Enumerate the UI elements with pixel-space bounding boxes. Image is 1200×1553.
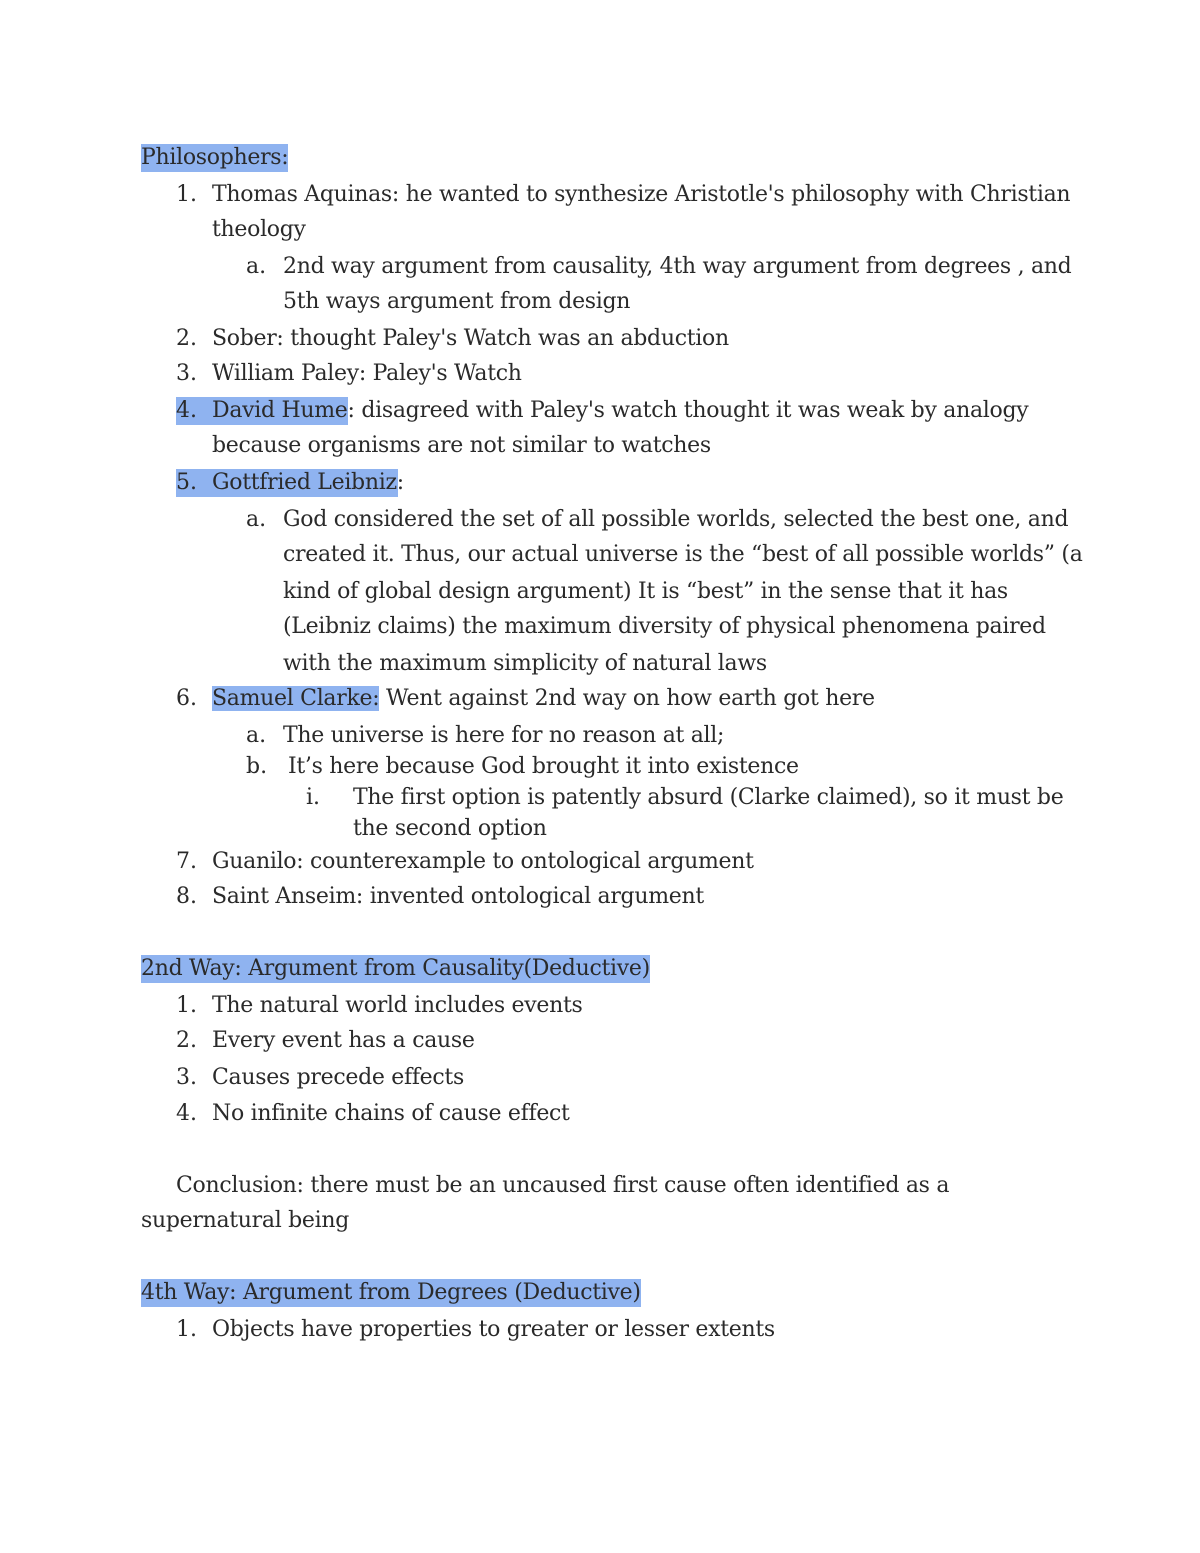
list-marker: 4.: [176, 1101, 197, 1126]
list-marker: 7.: [176, 849, 197, 874]
list-item-text: [212, 397, 1028, 425]
sublist-item-text: 2nd way argument from causality, 4th way argument from degrees , and: [283, 254, 1072, 279]
philosopher-name-highlighted: Samuel Clarke:: [212, 686, 380, 711]
subsublist-item-text: the second option: [353, 816, 547, 841]
list-item-text: Guanilo: counterexample to ontological argument: [212, 849, 754, 874]
list-marker: 3.: [176, 361, 197, 386]
fourth-way-heading: 4th Way: Argument from Degrees (Deductive): [141, 1280, 641, 1305]
list-item-text: Saint Anseim: invented ontological argument: [212, 884, 704, 909]
conclusion-text: supernatural being: [141, 1208, 350, 1233]
list-marker: 2.: [176, 326, 197, 351]
list-marker: 5.: [176, 470, 197, 495]
list-item-text: theology: [212, 217, 306, 242]
list-item-text: Objects have properties to greater or lesser extents: [212, 1317, 775, 1342]
list-marker: 4.: [176, 398, 197, 423]
subsublist-item-text: The first option is patently absurd (Clarke claimed), so it must be: [353, 785, 1064, 810]
list-item-text: Sober: thought Paley's Watch was an abduction: [212, 326, 729, 351]
list-marker: 8.: [176, 884, 197, 909]
list-marker: 1.: [176, 1317, 197, 1342]
list-marker: 2.: [176, 1028, 197, 1053]
sublist-marker: a.: [246, 507, 267, 532]
sublist-marker: a.: [246, 254, 267, 279]
list-item-text: [212, 685, 875, 713]
sublist-item-text: God considered the set of all possible worlds, selected the best one, and: [283, 507, 1069, 532]
philosophers-heading: Philosophers:: [141, 145, 289, 170]
list-item-text: Thomas Aquinas: he wanted to synthesize Aristotle's philosophy with Christian: [212, 182, 1071, 207]
conclusion-text: Conclusion: there must be an uncaused first cause often identified as a: [176, 1173, 950, 1198]
sublist-item-text: kind of global design argument) It is “best” in the sense that it has: [283, 579, 1008, 604]
philosopher-name-highlighted: Gottfried Leibniz:: [212, 470, 404, 495]
sublist-marker: a.: [246, 723, 267, 748]
list-marker: 1.: [176, 993, 197, 1018]
sublist-item-text: The universe is here for no reason at all;: [283, 723, 725, 748]
sublist-marker: b.: [246, 754, 268, 779]
second-way-heading: 2nd Way: Argument from Causality(Deductive): [141, 956, 650, 981]
sublist-item-text: (Leibniz claims) the maximum diversity of physical phenomena paired: [283, 614, 1046, 639]
list-item-rest: disagreed with Paley's watch thought it was weak by analogy: [354, 398, 1029, 423]
sublist-item-text: It’s here because God brought it into existence: [288, 754, 799, 779]
list-marker: 6.: [176, 686, 197, 711]
list-item-text: The natural world includes events: [212, 993, 583, 1018]
list-marker: 3.: [176, 1065, 197, 1090]
philosopher-name-highlighted: David Hume:: [212, 398, 355, 423]
list-item-text: Every event has a cause: [212, 1028, 475, 1053]
list-item-text: No infinite chains of cause effect: [212, 1101, 570, 1126]
sublist-item-text: created it. Thus, our actual universe is the “best of all possible worlds” (a: [283, 542, 1083, 567]
list-item-text: because organisms are not similar to watches: [212, 433, 711, 458]
sublist-item-text: 5th ways argument from design: [283, 289, 631, 314]
subsublist-marker: i.: [306, 785, 321, 810]
list-item-text: William Paley: Paley's Watch: [212, 361, 522, 386]
list-item-text: Causes precede effects: [212, 1065, 464, 1090]
list-marker: 1.: [176, 182, 197, 207]
sublist-item-text: with the maximum simplicity of natural laws: [283, 651, 767, 676]
list-item-rest: Went against 2nd way on how earth got here: [379, 686, 875, 711]
